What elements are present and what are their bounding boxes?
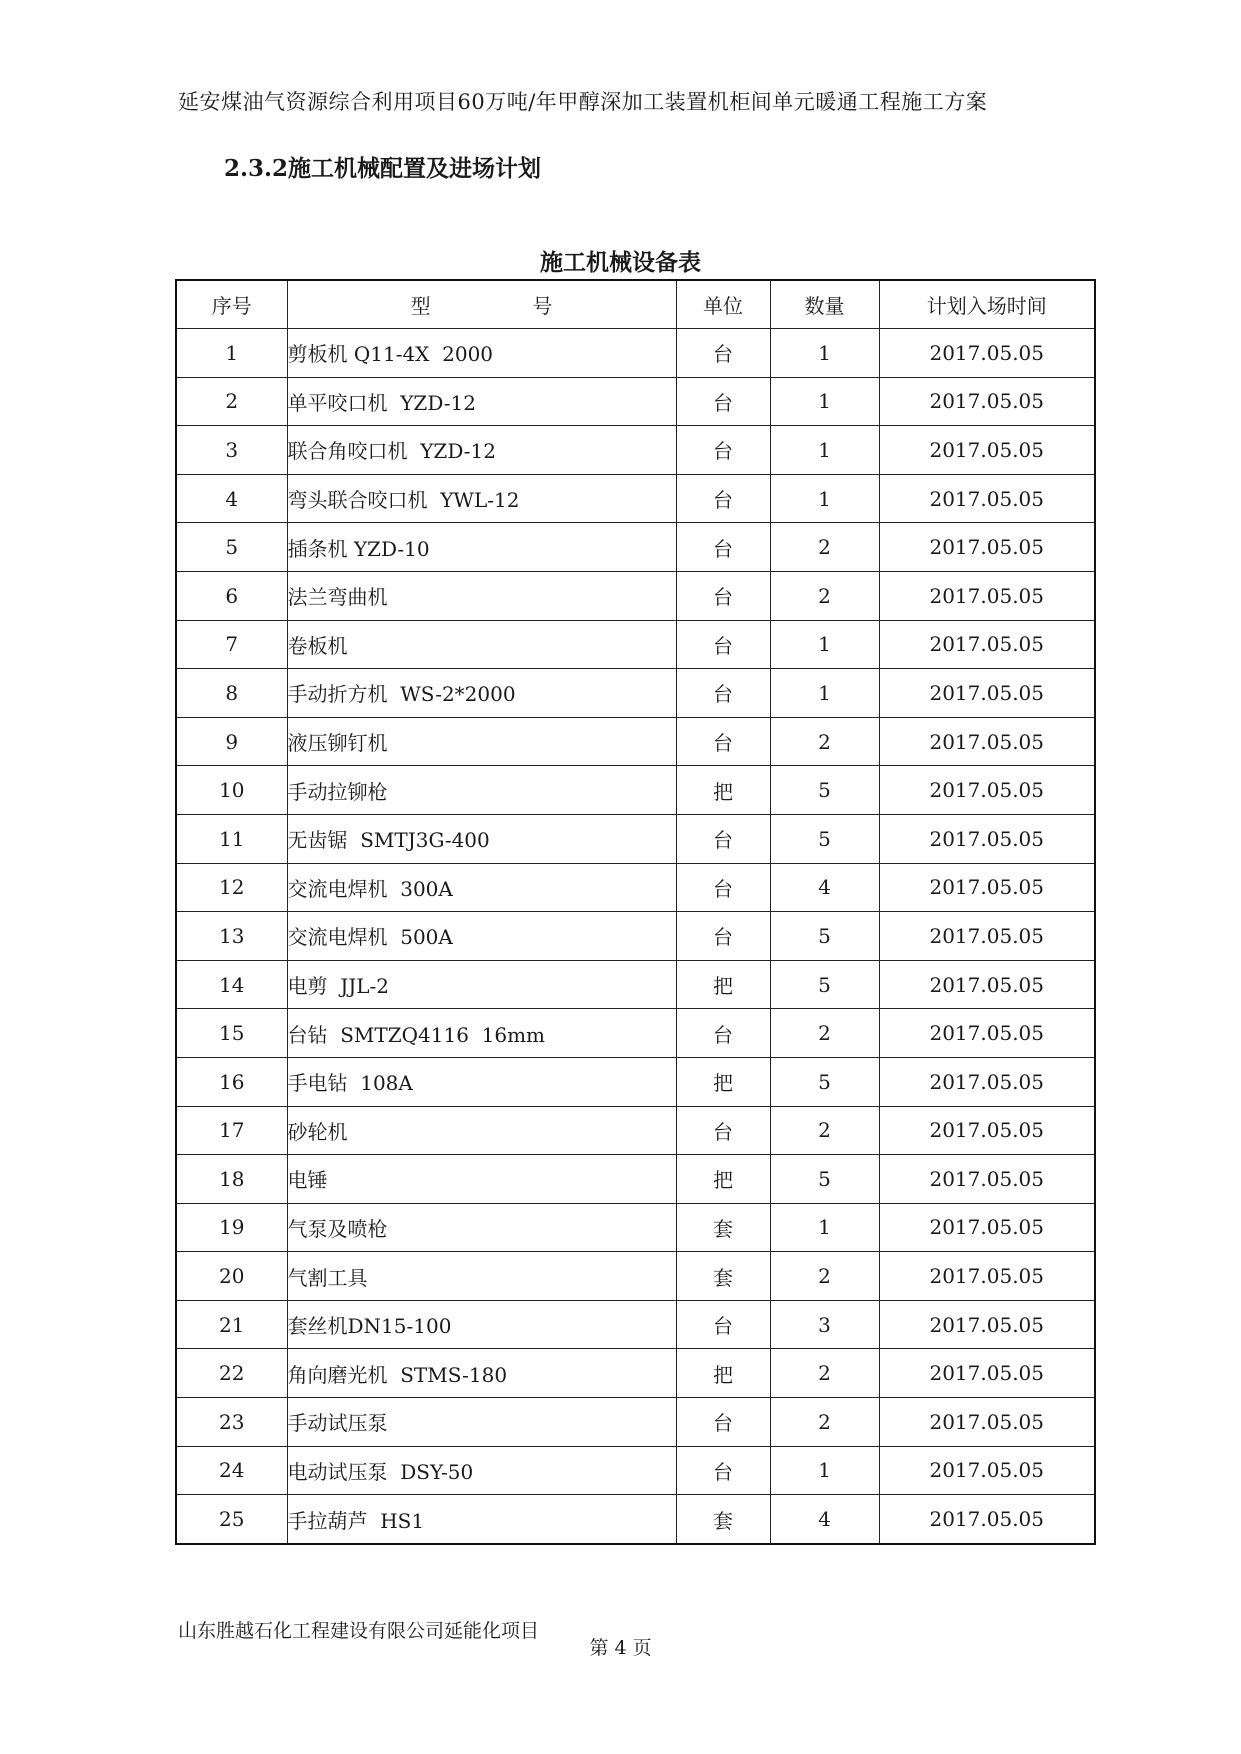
table-row (176, 1300, 1095, 1349)
cell-no: 8 (176, 669, 287, 718)
cell-qty: 5 (770, 1155, 879, 1204)
cell-model: 联合角咬口机 YZD-12 (287, 426, 676, 475)
cell-no: 10 (176, 766, 287, 815)
cell-qty: 2 (770, 717, 879, 766)
cell-date: 2017.05.05 (879, 912, 1095, 961)
cell-date: 2017.05.05 (879, 1349, 1095, 1398)
column-header-qty: 数量 (770, 280, 879, 329)
cell-date: 2017.05.05 (879, 1495, 1095, 1544)
table-row (176, 1446, 1095, 1495)
cell-no: 14 (176, 960, 287, 1009)
cell-qty: 1 (770, 329, 879, 378)
cell-qty: 4 (770, 1495, 879, 1544)
table-row (176, 814, 1095, 863)
cell-model: 交流电焊机 300A (287, 863, 676, 912)
table-row (176, 1057, 1095, 1106)
table-row (176, 1495, 1095, 1544)
cell-unit: 台 (676, 377, 770, 426)
cell-qty: 2 (770, 571, 879, 620)
cell-date: 2017.05.05 (879, 717, 1095, 766)
table-row (176, 1398, 1095, 1447)
cell-unit: 把 (676, 1349, 770, 1398)
cell-model: 角向磨光机 STMS-180 (287, 1349, 676, 1398)
cell-model: 卷板机 (287, 620, 676, 669)
cell-unit: 台 (676, 1106, 770, 1155)
cell-no: 19 (176, 1203, 287, 1252)
table-row (176, 960, 1095, 1009)
cell-unit: 台 (676, 474, 770, 523)
table-row (176, 620, 1095, 669)
cell-model: 手动拉铆枪 (287, 766, 676, 815)
cell-model: 台钻 SMTZQ4116 16mm (287, 1009, 676, 1058)
cell-model: 剪板机 Q11-4X 2000 (287, 329, 676, 378)
cell-no: 13 (176, 912, 287, 961)
cell-no: 20 (176, 1252, 287, 1301)
table-row (176, 1349, 1095, 1398)
cell-qty: 1 (770, 669, 879, 718)
document-header: 延安煤油气资源综合利用项目60万吨/年甲醇深加工装置机柜间单元暖通工程施工方案 (178, 90, 988, 114)
cell-qty: 5 (770, 814, 879, 863)
cell-qty: 5 (770, 960, 879, 1009)
cell-model: 电剪 JJL-2 (287, 960, 676, 1009)
cell-unit: 把 (676, 1155, 770, 1204)
cell-date: 2017.05.05 (879, 523, 1095, 572)
cell-unit: 台 (676, 717, 770, 766)
cell-no: 2 (176, 377, 287, 426)
cell-date: 2017.05.05 (879, 1009, 1095, 1058)
cell-unit: 台 (676, 571, 770, 620)
cell-qty: 5 (770, 1057, 879, 1106)
table-row (176, 1252, 1095, 1301)
column-header-unit: 单位 (676, 280, 770, 329)
cell-date: 2017.05.05 (879, 571, 1095, 620)
table-row (176, 523, 1095, 572)
table-row (176, 1203, 1095, 1252)
cell-no: 23 (176, 1398, 287, 1447)
cell-date: 2017.05.05 (879, 1203, 1095, 1252)
section-title: 2.3.2施工机械配置及进场计划 (224, 155, 542, 182)
cell-qty: 1 (770, 474, 879, 523)
cell-date: 2017.05.05 (879, 1398, 1095, 1447)
cell-model: 无齿锯 SMTJ3G-400 (287, 814, 676, 863)
table-row (176, 669, 1095, 718)
table-row (176, 912, 1095, 961)
cell-qty: 1 (770, 1446, 879, 1495)
cell-date: 2017.05.05 (879, 960, 1095, 1009)
table-row (176, 329, 1095, 378)
cell-unit: 套 (676, 1203, 770, 1252)
cell-qty: 4 (770, 863, 879, 912)
cell-no: 4 (176, 474, 287, 523)
column-header-no: 序号 (176, 280, 287, 329)
cell-qty: 2 (770, 1398, 879, 1447)
cell-model: 插条机 YZD-10 (287, 523, 676, 572)
cell-unit: 把 (676, 1057, 770, 1106)
cell-unit: 台 (676, 863, 770, 912)
cell-qty: 5 (770, 766, 879, 815)
equipment-table (175, 279, 1096, 1545)
cell-qty: 2 (770, 1349, 879, 1398)
cell-model: 电锤 (287, 1155, 676, 1204)
cell-no: 9 (176, 717, 287, 766)
cell-model: 交流电焊机 500A (287, 912, 676, 961)
cell-date: 2017.05.05 (879, 426, 1095, 475)
cell-unit: 台 (676, 1300, 770, 1349)
cell-qty: 1 (770, 620, 879, 669)
cell-date: 2017.05.05 (879, 1057, 1095, 1106)
cell-no: 3 (176, 426, 287, 475)
cell-no: 5 (176, 523, 287, 572)
cell-unit: 把 (676, 960, 770, 1009)
cell-date: 2017.05.05 (879, 669, 1095, 718)
cell-no: 18 (176, 1155, 287, 1204)
cell-date: 2017.05.05 (879, 1106, 1095, 1155)
cell-model: 手动试压泵 (287, 1398, 676, 1447)
cell-no: 7 (176, 620, 287, 669)
table-row (176, 717, 1095, 766)
table-row (176, 1009, 1095, 1058)
cell-unit: 把 (676, 766, 770, 815)
cell-no: 17 (176, 1106, 287, 1155)
cell-no: 1 (176, 329, 287, 378)
table-row (176, 377, 1095, 426)
cell-qty: 5 (770, 912, 879, 961)
cell-unit: 台 (676, 1009, 770, 1058)
table-row (176, 863, 1095, 912)
table-row (176, 766, 1095, 815)
cell-no: 25 (176, 1495, 287, 1544)
cell-qty: 2 (770, 1252, 879, 1301)
cell-model: 手电钻 108A (287, 1057, 676, 1106)
cell-model: 手动折方机 WS-2*2000 (287, 669, 676, 718)
cell-model: 套丝机DN15-100 (287, 1300, 676, 1349)
cell-unit: 台 (676, 620, 770, 669)
cell-qty: 1 (770, 426, 879, 475)
cell-unit: 套 (676, 1252, 770, 1301)
footer-company: 山东胜越石化工程建设有限公司延能化项目 (178, 1620, 540, 1642)
cell-date: 2017.05.05 (879, 1155, 1095, 1204)
cell-unit: 台 (676, 814, 770, 863)
cell-date: 2017.05.05 (879, 1252, 1095, 1301)
cell-no: 12 (176, 863, 287, 912)
cell-date: 2017.05.05 (879, 620, 1095, 669)
cell-model: 弯头联合咬口机 YWL-12 (287, 474, 676, 523)
table-row (176, 426, 1095, 475)
cell-qty: 2 (770, 1106, 879, 1155)
column-header-model: 型 号 (287, 280, 676, 329)
cell-date: 2017.05.05 (879, 329, 1095, 378)
cell-no: 22 (176, 1349, 287, 1398)
page-number: 第 4 页 (589, 1637, 652, 1659)
cell-qty: 1 (770, 1203, 879, 1252)
table-row (176, 571, 1095, 620)
table-title: 施工机械设备表 (540, 249, 701, 276)
cell-date: 2017.05.05 (879, 814, 1095, 863)
cell-no: 24 (176, 1446, 287, 1495)
cell-unit: 台 (676, 912, 770, 961)
cell-model: 气割工具 (287, 1252, 676, 1301)
cell-date: 2017.05.05 (879, 474, 1095, 523)
table-header-row (176, 280, 1095, 329)
cell-model: 液压铆钉机 (287, 717, 676, 766)
cell-no: 21 (176, 1300, 287, 1349)
cell-date: 2017.05.05 (879, 766, 1095, 815)
cell-date: 2017.05.05 (879, 1300, 1095, 1349)
cell-no: 16 (176, 1057, 287, 1106)
cell-model: 法兰弯曲机 (287, 571, 676, 620)
cell-unit: 套 (676, 1495, 770, 1544)
column-header-date: 计划入场时间 (879, 280, 1095, 329)
cell-qty: 1 (770, 377, 879, 426)
cell-model: 砂轮机 (287, 1106, 676, 1155)
table-row (176, 1106, 1095, 1155)
cell-date: 2017.05.05 (879, 377, 1095, 426)
table-row (176, 474, 1095, 523)
cell-qty: 2 (770, 1009, 879, 1058)
cell-model: 手拉葫芦 HS1 (287, 1495, 676, 1544)
cell-qty: 2 (770, 523, 879, 572)
cell-date: 2017.05.05 (879, 1446, 1095, 1495)
cell-unit: 台 (676, 426, 770, 475)
cell-qty: 3 (770, 1300, 879, 1349)
cell-no: 15 (176, 1009, 287, 1058)
cell-unit: 台 (676, 329, 770, 378)
cell-unit: 台 (676, 1398, 770, 1447)
cell-no: 6 (176, 571, 287, 620)
cell-model: 电动试压泵 DSY-50 (287, 1446, 676, 1495)
cell-unit: 台 (676, 1446, 770, 1495)
cell-model: 单平咬口机 YZD-12 (287, 377, 676, 426)
cell-no: 11 (176, 814, 287, 863)
cell-unit: 台 (676, 523, 770, 572)
cell-unit: 台 (676, 669, 770, 718)
cell-model: 气泵及喷枪 (287, 1203, 676, 1252)
cell-date: 2017.05.05 (879, 863, 1095, 912)
table-row (176, 1155, 1095, 1204)
